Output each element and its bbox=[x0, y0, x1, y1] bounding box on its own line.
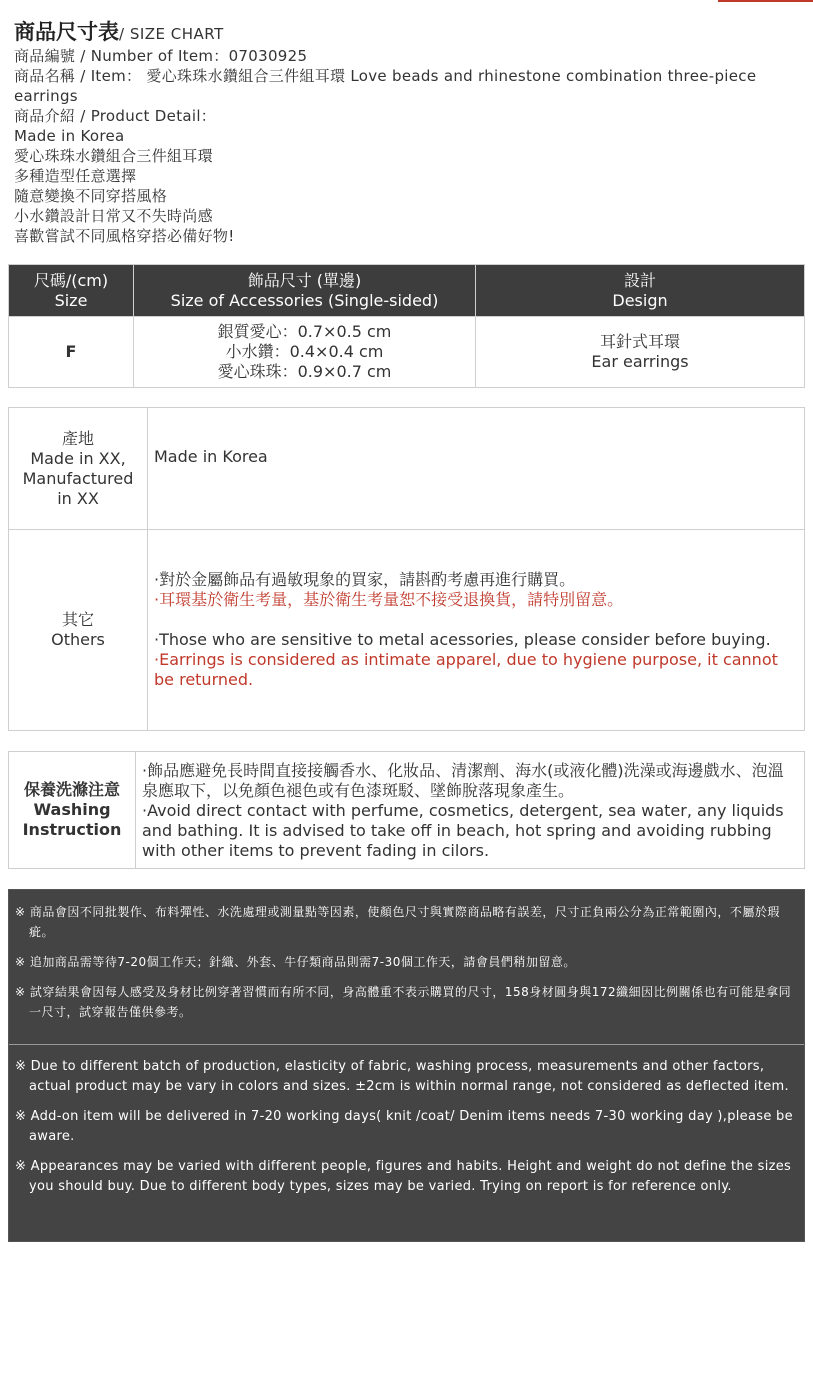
detail-line: Made in Korea bbox=[14, 127, 125, 145]
detail-line: 小水鑽設計日常又不失時尚感 bbox=[14, 207, 213, 225]
origin-label: 產地 Made in XX, Manufactured in XX bbox=[9, 408, 148, 530]
origin-others-table bbox=[8, 407, 805, 731]
note-en-item: ※ Due to different batch of production, elasticity of fabric, washing process, measurements and other factors, actual product may be vary in colors and sizes. ±2cm is within normal range, not considered as deflected item. bbox=[15, 1059, 789, 1094]
others-value bbox=[148, 530, 805, 731]
page-title bbox=[14, 16, 804, 46]
product-detail-label: 商品介紹 / Product Detail： bbox=[14, 107, 217, 125]
header-accessory-size: 飾品尺寸 (單邊) Size of Accessories (Single-sided) bbox=[134, 265, 476, 317]
table-row bbox=[9, 317, 805, 388]
notes-panel bbox=[8, 889, 805, 1242]
product-header bbox=[14, 16, 804, 246]
washing-table bbox=[8, 751, 805, 869]
header-design: 設計 Design bbox=[476, 265, 805, 317]
note-zh-item: ※ 商品會因不同批製作、布料彈性、水洗處理或測量點等因素，使顏色尺寸與實際商品略有誤差，尺寸正負兩公分為正常範圍內，不屬於瑕疵。 bbox=[15, 905, 780, 939]
detail-line: 愛心珠珠水鑽組合三件組耳環 bbox=[14, 147, 213, 165]
washing-value bbox=[136, 752, 805, 869]
title-en: / SIZE CHART bbox=[119, 25, 224, 43]
title-zh: 商品尺寸表 bbox=[14, 20, 119, 44]
others-row bbox=[9, 530, 805, 731]
header-size: 尺碼/(cm) Size bbox=[9, 265, 134, 317]
washing-note-zh: ·飾品應避免長時間直接接觸香水、化妝品、清潔劑、海水(或液化體)洗澡或海邊戲水、泡溫泉應取下，以免顏色褪色或有色漆斑駁、墜飾脫落現象產生。 bbox=[142, 761, 784, 800]
size-table bbox=[8, 264, 805, 388]
detail-line: 隨意變換不同穿搭風格 bbox=[14, 187, 168, 205]
origin-value: Made in Korea bbox=[148, 408, 805, 530]
notes-zh bbox=[9, 890, 804, 1038]
accessory-size-cell: 銀質愛心：0.7×0.5 cm 小水鑽：0.4×0.4 cm 愛心珠珠：0.9×0.7 cm bbox=[134, 317, 476, 388]
note-zh-item: ※ 追加商品需等待7-20個工作天；針織、外套、牛仔類商品則需7-30個工作天，請會員們稍加留意。 bbox=[15, 955, 576, 969]
top-accent-bar bbox=[718, 0, 813, 2]
product-info bbox=[14, 46, 804, 246]
detail-line: 喜歡嘗試不同風格穿搭必備好物! bbox=[14, 227, 235, 245]
washing-row bbox=[9, 752, 805, 869]
hygiene-note-zh: ·耳環基於衛生考量，基於衛生考量恕不接受退換貨，請特別留意。 bbox=[154, 590, 624, 609]
detail-line: 多種造型任意選擇 bbox=[14, 167, 137, 185]
hygiene-note-en: ·Earrings is considered as intimate apparel, due to hygiene purpose, it cannot be returned. bbox=[154, 650, 778, 689]
washing-label: 保養洗滌注意 Washing Instruction bbox=[9, 752, 136, 869]
item-name: 商品名稱 / Item： 愛心珠珠水鑽組合三件組耳環 Love beads and rhinestone combination three-piece earrings bbox=[14, 67, 757, 105]
design-cell: 耳針式耳環 Ear earrings bbox=[476, 317, 805, 388]
allergy-note-zh: ·對於金屬飾品有過敏現象的買家，請斟酌考慮再進行購買。 bbox=[154, 570, 576, 589]
washing-note-en: ·Avoid direct contact with perfume, cosmetics, detergent, sea water, any liquids and bathing. It is advised to take off in beach, hot spring and avoiding rubbing with other items to prevent fading in cilors. bbox=[142, 801, 784, 860]
size-cell: F bbox=[9, 317, 134, 388]
note-en-item: ※ Add-on item will be delivered in 7-20 working days( knit /coat/ Denim items needs 7-30 working day ),please be aware. bbox=[15, 1109, 793, 1144]
note-en-item: ※ Appearances may be varied with different people, figures and habits. Height and weight do not define the sizes you should buy. Due to different body types, sizes may be varied. Trying on report is for reference only. bbox=[15, 1159, 792, 1194]
origin-row bbox=[9, 408, 805, 530]
item-number: 商品編號 / Number of Item：07030925 bbox=[14, 47, 308, 65]
size-table-header bbox=[9, 265, 805, 317]
others-label: 其它 Others bbox=[9, 530, 148, 731]
notes-en bbox=[9, 1045, 804, 1213]
note-zh-item: ※ 試穿結果會因每人感受及身材比例穿著習慣而有所不同，身高體重不表示購買的尺寸，158身材圓身與172纖細因比例關係也有可能是拿同一尺寸，試穿報告僅供參考。 bbox=[15, 985, 792, 1019]
allergy-note-en: ·Those who are sensitive to metal acessories, please consider before buying. bbox=[154, 630, 771, 649]
